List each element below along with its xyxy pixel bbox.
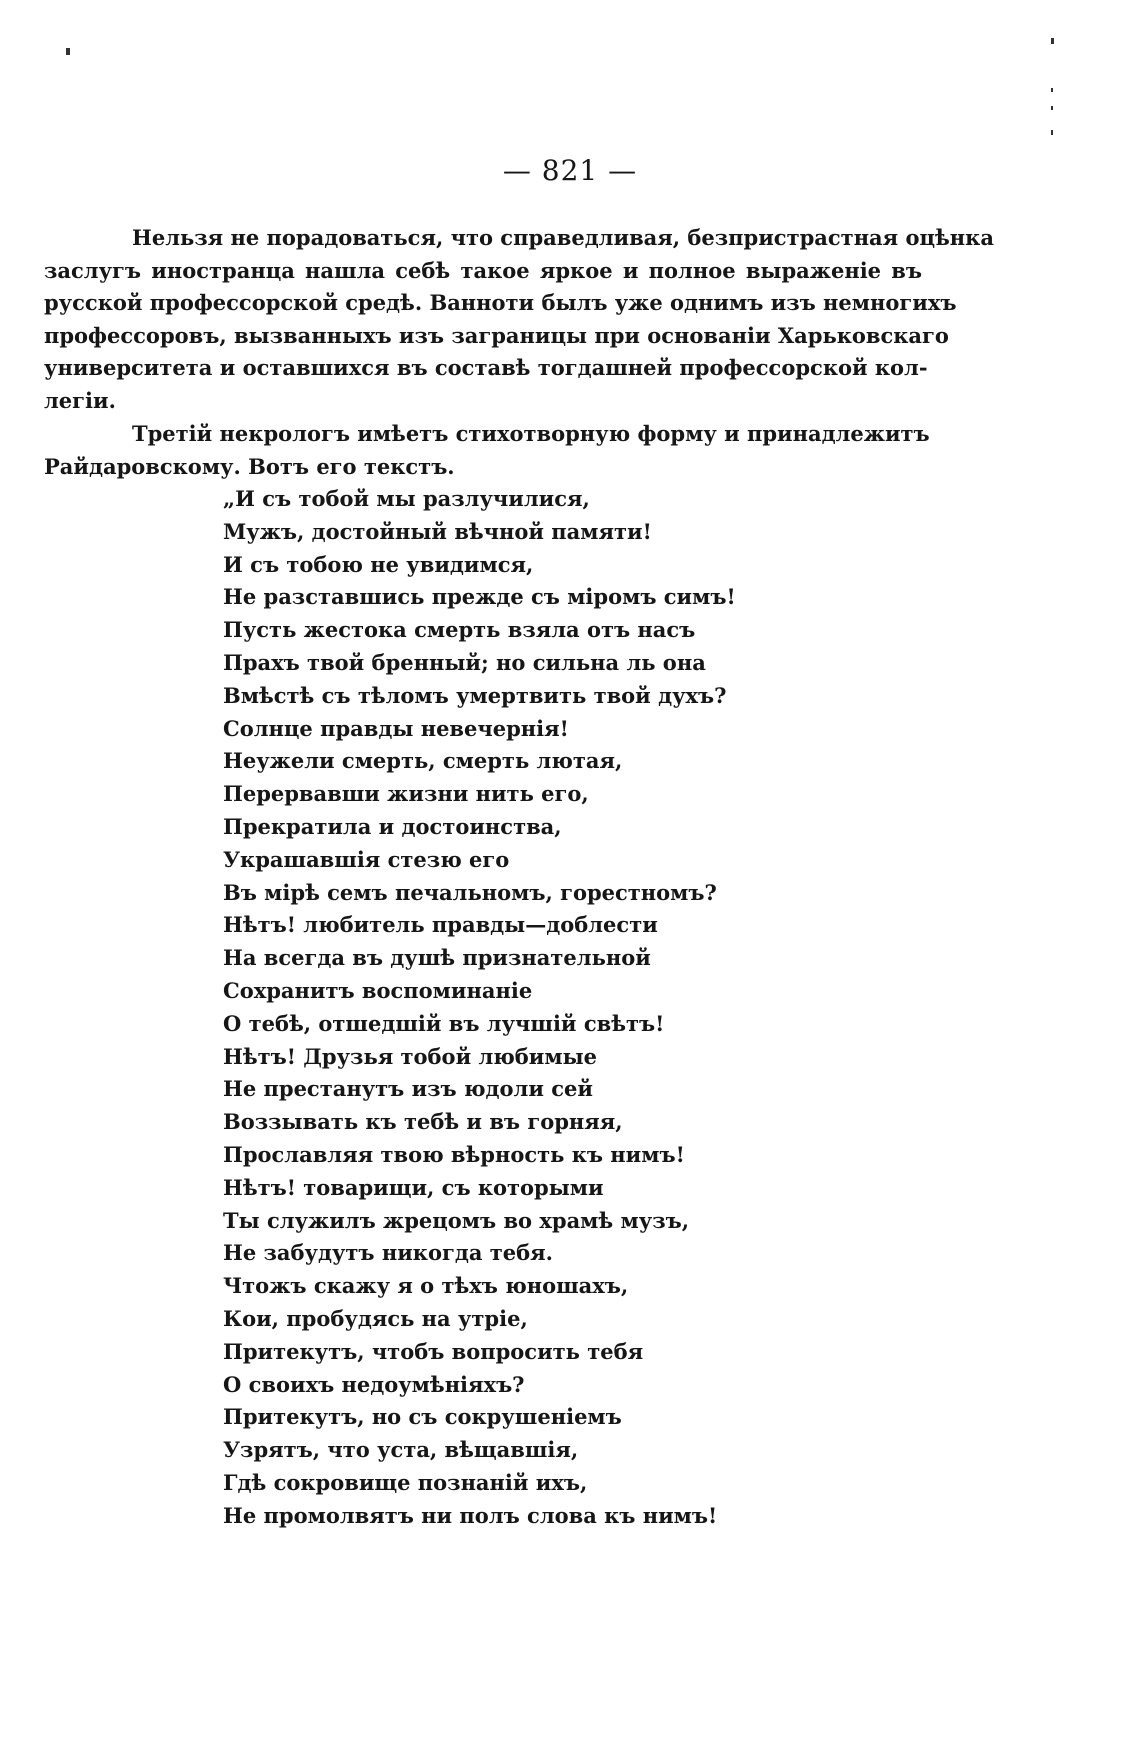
paragraph-1 (44, 222, 994, 417)
scan-speck (1051, 38, 1054, 44)
page-number: — 821 — (502, 154, 638, 187)
text-line: легіи. (44, 387, 116, 413)
poem-line: Нѣтъ! любитель правды—доблести (223, 912, 658, 938)
poem-line: И съ тобою не увидимся, (223, 551, 534, 577)
scan-speck (66, 48, 70, 55)
poem-line: Чтожъ скажу я о тѣхъ юношахъ, (223, 1273, 629, 1299)
poem-line: На всегда въ душѣ признательной (223, 945, 651, 971)
poem-line: О тебѣ, отшедшій въ лучшій свѣтъ! (223, 1010, 665, 1036)
poem-line: Перервавши жизни нить его, (223, 781, 589, 807)
poem-line: Пусть жестока смерть взяла отъ насъ (223, 617, 696, 643)
poem-line: „И съ тобой мы разлучилися, (223, 486, 590, 511)
poem-line: О своихъ недоумѣніяхъ? (223, 1371, 525, 1397)
text-line: заслугъ иностранца нашла себѣ такое яркое и полное выраженіе въ (44, 257, 922, 283)
poem-line: Узрятъ, что уста, вѣщавшія, (223, 1437, 579, 1463)
poem-line: Украшавшія стезю его (223, 846, 510, 872)
poem-line: Не разставшись прежде съ міромъ симъ! (223, 584, 736, 610)
poem-line: Нѣтъ! Друзья тобой любимые (223, 1043, 598, 1069)
text-line: профессоровъ, вызванныхъ изъ заграницы при основаніи Харьковскаго (44, 322, 949, 348)
poem-line: Нѣтъ! товарищи, съ которыми (223, 1174, 604, 1200)
poem-line: Кои, пробудясь на утріе, (223, 1305, 528, 1331)
text-line: Нельзя не порадоваться, что справедливая, безпристрастная оцѣнка (132, 225, 994, 250)
poem (223, 483, 736, 1533)
poem-line: Притекутъ, но съ сокрушеніемъ (223, 1404, 622, 1430)
poem-line: Притекутъ, чтобъ вопросить тебя (223, 1338, 644, 1364)
poem-line: Солнце правды невечернія! (223, 715, 569, 741)
paragraph-2 (44, 418, 930, 483)
poem-line: Мужъ, достойный вѣчной памяти! (223, 518, 652, 544)
poem-line: Воззывать къ тебѣ и въ горняя, (223, 1109, 623, 1135)
poem-line: Ты служилъ жрецомъ во храмѣ музъ, (223, 1207, 690, 1233)
text-line: Райдаровскому. Вотъ его текстъ. (44, 453, 455, 479)
text-line: университета и оставшихся въ составѣ тогдашней профессорской кол- (44, 355, 928, 380)
scan-speck (1051, 88, 1053, 92)
poem-line: Сохранитъ воспоминаніе (223, 977, 533, 1003)
poem-line: Гдѣ сокровище познаній ихъ, (223, 1469, 588, 1495)
poem-line: Прахъ твой бренный; но сильна ль она (223, 649, 706, 675)
poem-line: Въ мірѣ семъ печальномъ, горестномъ? (223, 879, 717, 905)
scan-speck (1051, 130, 1053, 135)
poem-line: Не забудутъ никогда тебя. (223, 1240, 553, 1266)
text-line: Третій некрологъ имѣетъ стихотворную форму и принадлежитъ (132, 421, 930, 446)
poem-line: Не престанутъ изъ юдоли сей (223, 1076, 593, 1102)
text-line: русской профессорской средѣ. Ванноти былъ уже однимъ изъ немногихъ (44, 290, 957, 315)
poem-line: Неужели смерть, смерть лютая, (223, 748, 623, 774)
poem-line: Вмѣстѣ съ тѣломъ умертвить твой духъ? (223, 682, 727, 708)
poem-line: Не промолвятъ ни полъ слова къ нимъ! (223, 1502, 718, 1528)
scan-speck (1051, 106, 1053, 110)
poem-line: Прославляя твою вѣрность къ нимъ! (223, 1141, 685, 1167)
poem-line: Прекратила и достоинства, (223, 813, 562, 839)
